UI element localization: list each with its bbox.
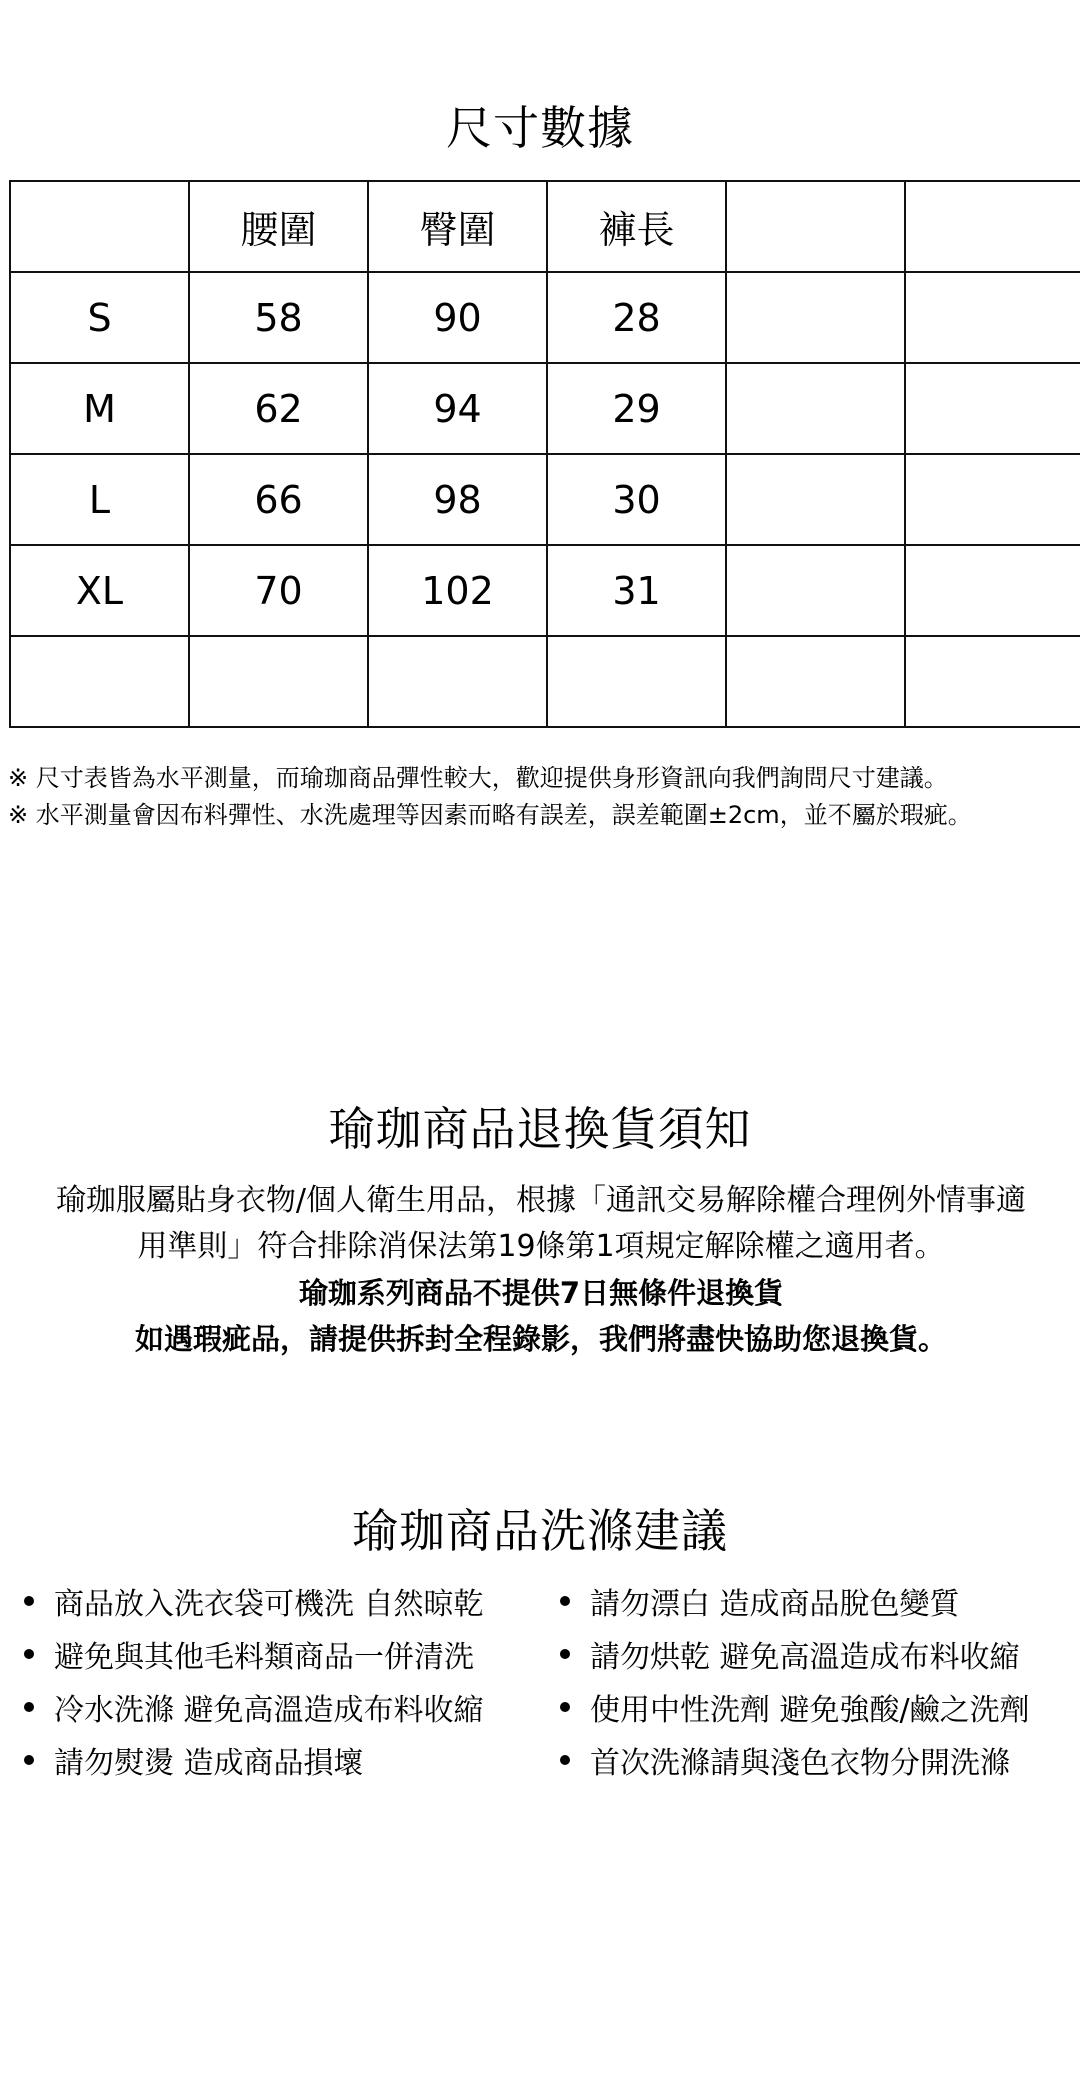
table-cell bbox=[726, 636, 905, 727]
table-row bbox=[10, 545, 1080, 636]
washing-advice-title: 瑜珈商品洗滌建議 bbox=[352, 1504, 728, 1558]
table-cell: 98 bbox=[368, 454, 547, 545]
size-chart-title: 尺寸數據 bbox=[446, 101, 634, 155]
bullet-icon bbox=[24, 1649, 34, 1659]
list-item bbox=[0, 1578, 536, 1623]
table-cell: 31 bbox=[547, 545, 726, 636]
header-cell-length: 褲長 bbox=[547, 181, 726, 272]
table-cell bbox=[726, 363, 905, 454]
list-item-text: 冷水洗滌 避免高溫造成布料收縮 bbox=[54, 1692, 484, 1728]
table-cell bbox=[368, 636, 547, 727]
table-cell bbox=[547, 636, 726, 727]
table-cell: 58 bbox=[189, 272, 368, 363]
return-policy-text: 用準則」符合排除消保法第19條第1項規定解除權之適用者。 bbox=[137, 1229, 945, 1264]
bullet-icon bbox=[24, 1755, 34, 1765]
table-cell: 66 bbox=[189, 454, 368, 545]
list-item bbox=[536, 1684, 1080, 1729]
list-item-text: 首次洗滌請與淺色衣物分開洗滌 bbox=[590, 1745, 1010, 1781]
header-cell bbox=[726, 181, 905, 272]
return-policy-body bbox=[10, 1178, 1072, 1362]
table-cell bbox=[905, 636, 1080, 727]
list-item bbox=[0, 1684, 536, 1729]
header-cell-waist: 腰圍 bbox=[189, 181, 368, 272]
table-cell: 102 bbox=[368, 545, 547, 636]
no-return-notice: 瑜珈系列商品不提供7日無條件退換貨 bbox=[298, 1276, 784, 1310]
list-item-text: 避免與其他毛料類商品一併清洗 bbox=[54, 1639, 474, 1675]
return-policy-text: 瑜珈服屬貼身衣物/個人衛生用品，根據「通訊交易解除權合理例外情事適 bbox=[55, 1183, 1027, 1218]
list-item-text: 使用中性洗劑 避免強酸/鹼之洗劑 bbox=[590, 1692, 1030, 1728]
list-item-text: 請勿熨燙 造成商品損壞 bbox=[54, 1745, 364, 1781]
size-label-cell: L bbox=[10, 454, 189, 545]
header-cell bbox=[10, 181, 189, 272]
bullet-icon bbox=[560, 1755, 570, 1765]
size-note: ※ 尺寸表皆為水平測量，而瑜珈商品彈性較大，歡迎提供身形資訊向我們詢問尺寸建議。 bbox=[8, 764, 948, 792]
table-cell bbox=[726, 454, 905, 545]
list-item bbox=[0, 1737, 536, 1782]
list-item bbox=[0, 1631, 536, 1676]
table-cell: 94 bbox=[368, 363, 547, 454]
list-item-text: 商品放入洗衣袋可機洗 自然晾乾 bbox=[54, 1586, 484, 1622]
table-cell bbox=[905, 454, 1080, 545]
table-cell bbox=[726, 272, 905, 363]
washing-advice-list bbox=[0, 1578, 1080, 1782]
bullet-icon bbox=[560, 1596, 570, 1606]
bullet-icon bbox=[24, 1596, 34, 1606]
size-table bbox=[9, 180, 1080, 728]
table-cell bbox=[905, 272, 1080, 363]
list-item bbox=[536, 1737, 1080, 1782]
bullet-icon bbox=[24, 1702, 34, 1712]
bullet-icon bbox=[560, 1649, 570, 1659]
table-cell: 90 bbox=[368, 272, 547, 363]
return-policy-title: 瑜珈商品退換貨須知 bbox=[328, 1102, 752, 1156]
table-row bbox=[10, 636, 1080, 727]
list-item bbox=[536, 1631, 1080, 1676]
defect-return-notice: 如遇瑕疵品，請提供拆封全程錄影，我們將盡快協助您退換貨。 bbox=[134, 1322, 947, 1356]
table-header-row bbox=[10, 181, 1080, 272]
table-cell bbox=[10, 636, 189, 727]
list-item-text: 請勿烘乾 避免高溫造成布料收縮 bbox=[590, 1639, 1020, 1675]
size-label-cell: M bbox=[10, 363, 189, 454]
size-label-cell: S bbox=[10, 272, 189, 363]
list-item bbox=[536, 1578, 1080, 1623]
table-cell: 70 bbox=[189, 545, 368, 636]
header-cell bbox=[905, 181, 1080, 272]
table-cell bbox=[189, 636, 368, 727]
table-row bbox=[10, 454, 1080, 545]
table-cell: 28 bbox=[547, 272, 726, 363]
table-cell: 29 bbox=[547, 363, 726, 454]
list-item-text: 請勿漂白 造成商品脫色變質 bbox=[590, 1586, 960, 1622]
table-cell: 30 bbox=[547, 454, 726, 545]
table-cell bbox=[905, 545, 1080, 636]
table-cell: 62 bbox=[189, 363, 368, 454]
table-cell bbox=[905, 363, 1080, 454]
header-cell-hip: 臀圍 bbox=[368, 181, 547, 272]
table-row bbox=[10, 272, 1080, 363]
table-cell bbox=[726, 545, 905, 636]
size-notes bbox=[8, 760, 1074, 834]
size-label-cell: XL bbox=[10, 545, 189, 636]
table-row bbox=[10, 363, 1080, 454]
bullet-icon bbox=[560, 1702, 570, 1712]
size-note: ※ 水平測量會因布料彈性、水洗處理等因素而略有誤差，誤差範圍±2cm，並不屬於瑕疵。 bbox=[8, 801, 972, 829]
